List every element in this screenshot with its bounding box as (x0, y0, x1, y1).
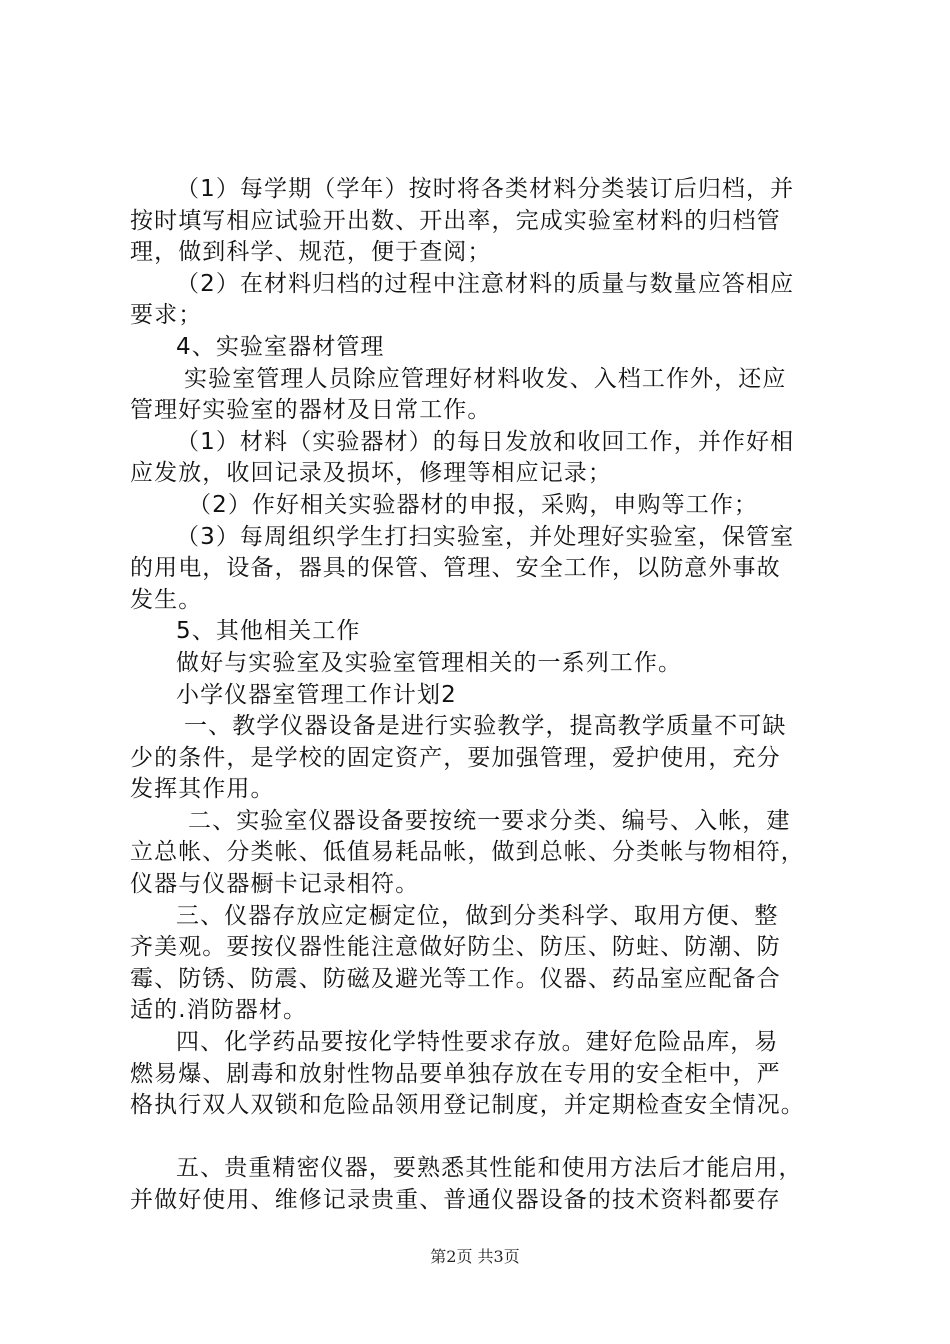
paragraph-line: 少的条件，是学校的固定资产，要加强管理，爱护使用，充分 (130, 744, 781, 771)
paragraph-line: 的用电，设备，器具的保管、管理、安全工作，以防意外事故 (130, 555, 781, 582)
paragraph-line: 要求； (130, 302, 203, 329)
paragraph-line: 格执行双人双锁和危险品领用登记制度，并定期检查安全情况。 (130, 1092, 805, 1119)
paragraph-line: 发生。 (130, 586, 203, 613)
paragraph-line: （3）每周组织学生打扫实验室，并处理好实验室，保管室 (176, 523, 795, 550)
paragraph-line: （1）每学期（学年）按时将各类材料分类装订后归档，并 (176, 176, 795, 202)
paragraph-line: 适的.消防器材。 (130, 997, 308, 1024)
paragraph-line: 理，做到科学、规范，便于查阅； (130, 239, 492, 266)
section-heading: 4、实验室器材管理 (176, 333, 385, 360)
paragraph-line: 霉、防锈、防震、防磁及避光等工作。仪器、药品室应配备合 (130, 965, 781, 992)
paragraph-line: 齐美观。要按仪器性能注意做好防尘、防压、防蛀、防潮、防 (130, 934, 781, 961)
paragraph-line: （1）材料（实验器材）的每日发放和收回工作，并作好相 (176, 428, 795, 455)
section-heading: 5、其他相关工作 (176, 618, 361, 645)
paragraph-line: 应发放，收回记录及损坏，修理等相应记录； (130, 460, 612, 487)
document-subtitle: 小学仪器室管理工作计划2 (176, 681, 457, 708)
paragraph-line: 按时填写相应试验开出数、开出率，完成实验室材料的归档管 (130, 207, 781, 234)
paragraph-line: 管理好实验室的器材及日常工作。 (130, 397, 492, 424)
paragraph-line: 二、实验室仪器设备要按统一要求分类、编号、入帐，建 (188, 807, 791, 834)
paragraph-line: 发挥其作用。 (130, 776, 275, 803)
paragraph-line: 五、贵重精密仪器，要熟悉其性能和使用方法后才能启用， (176, 1155, 803, 1182)
paragraph-line: 四、化学药品要按化学特性要求存放。建好危险品库，易 (176, 1029, 779, 1056)
paragraph-line: （2）在材料归档的过程中注意材料的质量与数量应答相应 (176, 270, 795, 297)
paragraph-line: 一、教学仪器设备是进行实验教学，提高教学质量不可缺 (184, 713, 787, 740)
paragraph-line: 实验室管理人员除应管理好材料收发、入档工作外，还应 (184, 365, 787, 392)
paragraph-line: （2）作好相关实验器材的申报，采购，申购等工作； (188, 491, 759, 518)
paragraph-line: 并做好使用、维修记录贵重、普通仪器设备的技术资料都要存 (130, 1187, 781, 1213)
document-body (130, 174, 830, 1217)
paragraph-line: 立总帐、分类帐、低值易耗品帐，做到总帐、分类帐与物相符， (130, 839, 805, 866)
paragraph-line: 燃易爆、剧毒和放射性物品要单独存放在专用的安全柜中，严 (130, 1060, 781, 1087)
paragraph-line: 三、仪器存放应定橱定位，做到分类科学、取用方便、整 (176, 902, 779, 929)
paragraph-gap (130, 1122, 830, 1154)
page-number-footer: 第2页 共3页 (430, 1247, 520, 1266)
paragraph-line: 仪器与仪器橱卡记录相符。 (130, 871, 420, 898)
paragraph-line: 做好与实验室及实验室管理相关的一系列工作。 (176, 649, 683, 676)
